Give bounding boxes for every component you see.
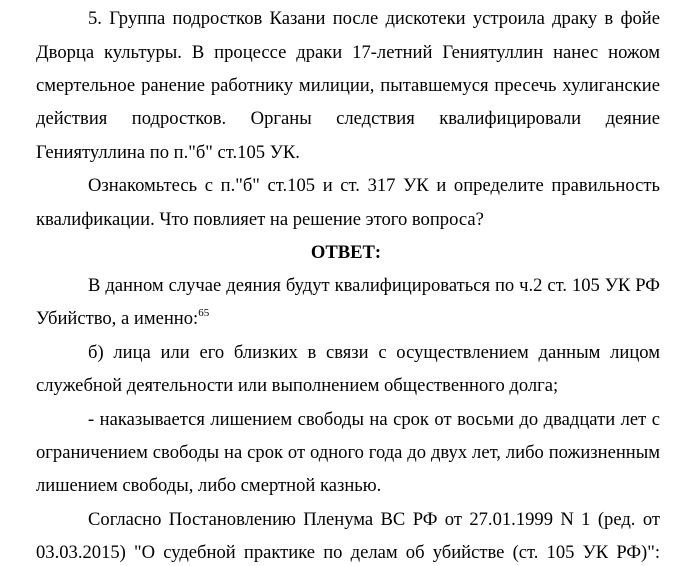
paragraph-task-line-4: действия подростков. Органы следствия квалифицировали деяние bbox=[36, 108, 660, 129]
paragraph-plenum-line-1: Согласно Постановлению Пленума ВС РФ от 27.01.1999 N 1 (ред. от bbox=[88, 509, 660, 530]
paragraph-clause-b-line-1: б) лица или его близких в связи с осуществлением данным лицом bbox=[88, 342, 660, 363]
paragraph-task-line-2: Дворца культуры. В процессе драки 17-летний Гениятуллин нанес ножом bbox=[36, 42, 660, 63]
paragraph-answer-line-2 bbox=[36, 306, 660, 332]
answer-heading: ОТВЕТ: bbox=[310, 242, 382, 263]
paragraph-task-line-5: Гениятуллина по п."б" ст.105 УК. bbox=[36, 142, 300, 163]
paragraph-question-line-1: Ознакомьтесь с п."б" ст.105 и ст. 317 УК и определите правильность bbox=[88, 175, 660, 196]
paragraph-plenum-line-2: 03.03.2015) "О судебной практике по делам об убийстве (ст. 105 УК РФ)": bbox=[36, 542, 660, 563]
paragraph-task-line-1: 5. Группа подростков Казани после дискотеки устроила драку в фойе bbox=[88, 8, 660, 29]
footnote-reference: 65 bbox=[198, 306, 210, 319]
paragraph-penalty-line-2: ограничением свободы на срок от одного года до двух лет, либо пожизненным bbox=[36, 442, 660, 463]
paragraph-task-line-3: смертельное ранение работнику милиции, пытавшемуся пресечь хулиганские bbox=[36, 75, 660, 96]
answer-line-2-text: Убийство, а именно: bbox=[36, 308, 199, 329]
paragraph-answer-line-1: В данном случае деяния будут квалифицироваться по ч.2 ст. 105 УК РФ bbox=[88, 275, 660, 296]
paragraph-question-line-2: квалификации. Что повлияет на решение этого вопроса? bbox=[36, 209, 484, 230]
paragraph-clause-b-line-2: служебной деятельности или выполнением общественного долга; bbox=[36, 375, 559, 396]
paragraph-penalty-line-1: - наказывается лишением свободы на срок от восьми до двадцати лет с bbox=[88, 409, 660, 430]
paragraph-penalty-line-3: лишением свободы, либо смертной казнью. bbox=[36, 475, 382, 496]
